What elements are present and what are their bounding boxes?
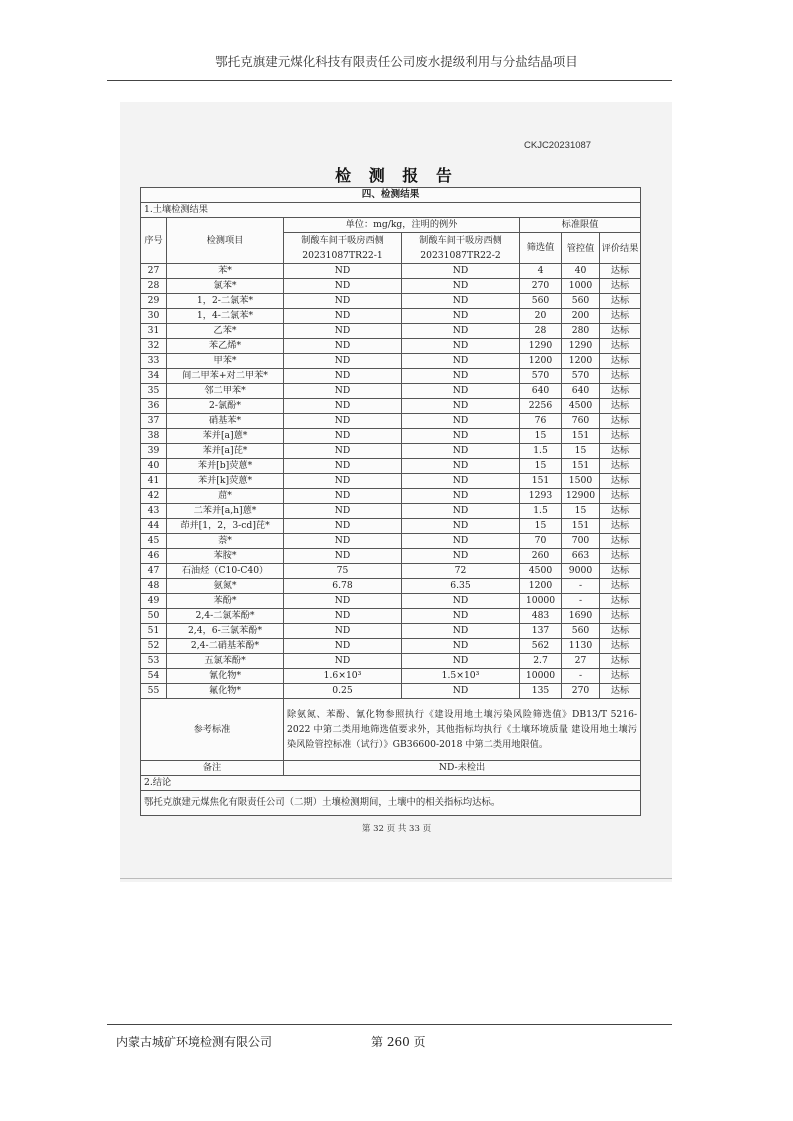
row-sample2-value: ND <box>402 654 520 669</box>
row-eval-result: 达标 <box>600 609 641 624</box>
row-item: 氨氮* <box>167 579 284 594</box>
row-seq: 54 <box>141 669 167 684</box>
table-row <box>141 414 641 429</box>
footer-company: 内蒙古城矿环境检测有限公司 <box>116 1035 273 1049</box>
row-control-value: - <box>562 669 600 684</box>
row-item: 氰化物* <box>167 669 284 684</box>
row-sample2-value: ND <box>402 534 520 549</box>
row-sample2-value: ND <box>402 474 520 489</box>
row-sample1-value: ND <box>284 474 402 489</box>
table-row <box>141 564 641 579</box>
row-control-value: 570 <box>562 369 600 384</box>
row-seq: 48 <box>141 579 167 594</box>
row-screen-value: 137 <box>520 624 562 639</box>
row-sample1-value: ND <box>284 504 402 519</box>
row-sample1-value: ND <box>284 459 402 474</box>
row-control-value: 1200 <box>562 354 600 369</box>
row-screen-value: 640 <box>520 384 562 399</box>
page-header-title: 鄂托克旗建元煤化科技有限责任公司废水提级利用与分盐结晶项目 <box>215 54 578 69</box>
row-seq: 47 <box>141 564 167 579</box>
row-screen-value: 1200 <box>520 579 562 594</box>
row-eval-result: 达标 <box>600 624 641 639</box>
sample1-name: 制酸车间干吸房西侧 <box>301 235 384 246</box>
row-seq: 52 <box>141 639 167 654</box>
row-item: 硝基苯* <box>167 414 284 429</box>
row-sample1-value: 1.6×10³ <box>284 669 402 684</box>
row-screen-value: 15 <box>520 519 562 534</box>
row-control-value: 15 <box>562 504 600 519</box>
row-eval-result: 达标 <box>600 639 641 654</box>
row-screen-value: 1.5 <box>520 444 562 459</box>
row-sample2-value: ND <box>402 549 520 564</box>
row-screen-value: 70 <box>520 534 562 549</box>
row-sample1-value: ND <box>284 324 402 339</box>
row-control-value: 1500 <box>562 474 600 489</box>
sample2-header <box>402 233 520 264</box>
row-control-value: 9000 <box>562 564 600 579</box>
row-sample2-value: ND <box>402 399 520 414</box>
row-eval-result: 达标 <box>600 309 641 324</box>
col-header-screen: 筛选值 <box>520 233 562 264</box>
row-seq: 51 <box>141 624 167 639</box>
row-screen-value: 1290 <box>520 339 562 354</box>
row-screen-value: 10000 <box>520 594 562 609</box>
row-sample2-value: ND <box>402 414 520 429</box>
row-sample2-value: ND <box>402 324 520 339</box>
row-control-value: 1290 <box>562 339 600 354</box>
row-sample1-value: ND <box>284 609 402 624</box>
row-screen-value: 560 <box>520 294 562 309</box>
row-screen-value: 483 <box>520 609 562 624</box>
row-seq: 53 <box>141 654 167 669</box>
row-item: 2-氯酚* <box>167 399 284 414</box>
row-sample2-value: ND <box>402 684 520 699</box>
sample1-id: 20231087TR22-1 <box>302 250 383 261</box>
conclusion-label: 2.结论 <box>141 776 641 791</box>
row-sample1-value: ND <box>284 594 402 609</box>
row-eval-result: 达标 <box>600 399 641 414</box>
row-eval-result: 达标 <box>600 414 641 429</box>
row-sample2-value: ND <box>402 384 520 399</box>
row-eval-result: 达标 <box>600 474 641 489</box>
row-eval-result: 达标 <box>600 294 641 309</box>
row-seq: 38 <box>141 429 167 444</box>
row-sample1-value: ND <box>284 624 402 639</box>
row-seq: 37 <box>141 414 167 429</box>
row-item: 苯并[k]荧蒽* <box>167 474 284 489</box>
row-control-value: 27 <box>562 654 600 669</box>
row-sample1-value: ND <box>284 264 402 279</box>
section-title: 四、检测结果 <box>141 188 641 203</box>
row-eval-result: 达标 <box>600 444 641 459</box>
row-seq: 50 <box>141 609 167 624</box>
sample2-name: 制酸车间干吸房西侧 <box>419 235 502 246</box>
row-control-value: 280 <box>562 324 600 339</box>
row-control-value: 760 <box>562 414 600 429</box>
row-sample2-value: ND <box>402 444 520 459</box>
row-screen-value: 20 <box>520 309 562 324</box>
row-eval-result: 达标 <box>600 579 641 594</box>
row-screen-value: 1.5 <box>520 504 562 519</box>
scanned-page-edge <box>120 878 672 879</box>
table-row <box>141 474 641 489</box>
row-seq: 55 <box>141 684 167 699</box>
row-sample2-value: ND <box>402 594 520 609</box>
reference-label: 参考标准 <box>141 699 284 761</box>
row-control-value: 270 <box>562 684 600 699</box>
row-eval-result: 达标 <box>600 549 641 564</box>
row-sample1-value: ND <box>284 444 402 459</box>
unit-note: 单位：mg/kg，注明的例外 <box>284 218 520 233</box>
row-sample2-value: ND <box>402 369 520 384</box>
row-sample2-value: ND <box>402 279 520 294</box>
table-row <box>141 669 641 684</box>
page-note: 第 32 页 共 33 页 <box>361 824 432 834</box>
row-sample1-value: ND <box>284 489 402 504</box>
row-item: 乙苯* <box>167 324 284 339</box>
row-control-value: 560 <box>562 624 600 639</box>
row-sample1-value: ND <box>284 354 402 369</box>
row-item: 䓛* <box>167 489 284 504</box>
row-item: 2,4-二氯苯酚* <box>167 609 284 624</box>
row-screen-value: 10000 <box>520 669 562 684</box>
table-row <box>141 639 641 654</box>
row-seq: 46 <box>141 549 167 564</box>
row-sample2-value: ND <box>402 429 520 444</box>
row-seq: 40 <box>141 459 167 474</box>
row-eval-result: 达标 <box>600 429 641 444</box>
row-control-value: 663 <box>562 549 600 564</box>
table-row <box>141 369 641 384</box>
row-eval-result: 达标 <box>600 339 641 354</box>
row-sample1-value: ND <box>284 639 402 654</box>
row-eval-result: 达标 <box>600 684 641 699</box>
soil-results-table <box>140 187 641 816</box>
footer-divider <box>107 1024 672 1025</box>
row-sample1-value: ND <box>284 279 402 294</box>
row-screen-value: 2.7 <box>520 654 562 669</box>
row-item: 石油烃（C10-C40） <box>167 564 284 579</box>
row-item: 邻二甲苯* <box>167 384 284 399</box>
row-sample1-value: ND <box>284 429 402 444</box>
row-item: 苯* <box>167 264 284 279</box>
row-sample2-value: ND <box>402 294 520 309</box>
table-row <box>141 654 641 669</box>
row-eval-result: 达标 <box>600 564 641 579</box>
row-sample2-value: ND <box>402 264 520 279</box>
row-eval-result: 达标 <box>600 264 641 279</box>
row-eval-result: 达标 <box>600 519 641 534</box>
row-eval-result: 达标 <box>600 534 641 549</box>
table-row <box>141 429 641 444</box>
row-screen-value: 270 <box>520 279 562 294</box>
row-sample2-value: 1.5×10³ <box>402 669 520 684</box>
row-eval-result: 达标 <box>600 279 641 294</box>
row-sample1-value: ND <box>284 339 402 354</box>
row-eval-result: 达标 <box>600 504 641 519</box>
row-seq: 30 <box>141 309 167 324</box>
row-sample2-value: ND <box>402 504 520 519</box>
row-seq: 32 <box>141 339 167 354</box>
row-eval-result: 达标 <box>600 384 641 399</box>
col-header-item: 检测项目 <box>167 218 284 264</box>
row-screen-value: 2256 <box>520 399 562 414</box>
row-sample2-value: 72 <box>402 564 520 579</box>
row-control-value: 151 <box>562 429 600 444</box>
row-eval-result: 达标 <box>600 369 641 384</box>
row-sample1-value: ND <box>284 654 402 669</box>
row-control-value: - <box>562 594 600 609</box>
row-control-value: 151 <box>562 519 600 534</box>
row-screen-value: 15 <box>520 429 562 444</box>
row-sample1-value: 6.78 <box>284 579 402 594</box>
row-screen-value: 1293 <box>520 489 562 504</box>
row-item: 苯并[a]芘* <box>167 444 284 459</box>
row-screen-value: 562 <box>520 639 562 654</box>
row-item: 苯乙烯* <box>167 339 284 354</box>
row-item: 1，4-二氯苯* <box>167 309 284 324</box>
row-sample1-value: 0.25 <box>284 684 402 699</box>
row-control-value: 700 <box>562 534 600 549</box>
row-seq: 36 <box>141 399 167 414</box>
table-row <box>141 579 641 594</box>
row-item: 间二甲苯+对二甲苯* <box>167 369 284 384</box>
row-seq: 28 <box>141 279 167 294</box>
row-item: 2,4，6-三氯苯酚* <box>167 624 284 639</box>
row-item: 氯苯* <box>167 279 284 294</box>
row-seq: 39 <box>141 444 167 459</box>
row-screen-value: 151 <box>520 474 562 489</box>
row-control-value: 151 <box>562 459 600 474</box>
row-screen-value: 28 <box>520 324 562 339</box>
table-row <box>141 354 641 369</box>
row-eval-result: 达标 <box>600 654 641 669</box>
row-sample2-value: ND <box>402 489 520 504</box>
row-screen-value: 76 <box>520 414 562 429</box>
table-row <box>141 504 641 519</box>
table-row <box>141 279 641 294</box>
row-screen-value: 135 <box>520 684 562 699</box>
row-sample1-value: ND <box>284 369 402 384</box>
table-row <box>141 489 641 504</box>
row-screen-value: 260 <box>520 549 562 564</box>
row-sample1-value: ND <box>284 309 402 324</box>
table-row <box>141 519 641 534</box>
row-seq: 29 <box>141 294 167 309</box>
row-sample1-value: ND <box>284 294 402 309</box>
row-seq: 43 <box>141 504 167 519</box>
row-sample2-value: ND <box>402 609 520 624</box>
row-control-value: 1130 <box>562 639 600 654</box>
row-eval-result: 达标 <box>600 324 641 339</box>
row-control-value: 200 <box>562 309 600 324</box>
row-eval-result: 达标 <box>600 669 641 684</box>
row-control-value: 560 <box>562 294 600 309</box>
row-seq: 34 <box>141 369 167 384</box>
table-row <box>141 384 641 399</box>
col-header-control: 管控值 <box>562 233 600 264</box>
remark-label: 备注 <box>141 761 284 776</box>
row-item: 2,4-二硝基苯酚* <box>167 639 284 654</box>
table-row <box>141 294 641 309</box>
row-control-value: 15 <box>562 444 600 459</box>
row-item: 二苯并[a,h]蒽* <box>167 504 284 519</box>
table-row <box>141 534 641 549</box>
table-row <box>141 459 641 474</box>
row-item: 苯胺* <box>167 549 284 564</box>
row-control-value: 1690 <box>562 609 600 624</box>
row-seq: 49 <box>141 594 167 609</box>
row-item: 甲苯* <box>167 354 284 369</box>
table-row <box>141 624 641 639</box>
row-sample2-value: ND <box>402 309 520 324</box>
row-sample2-value: 6.35 <box>402 579 520 594</box>
row-seq: 42 <box>141 489 167 504</box>
table-row <box>141 324 641 339</box>
col-header-eval: 评价结果 <box>600 233 641 264</box>
row-seq: 44 <box>141 519 167 534</box>
row-seq: 27 <box>141 264 167 279</box>
row-eval-result: 达标 <box>600 459 641 474</box>
row-sample2-value: ND <box>402 354 520 369</box>
row-item: 苯并[b]荧蒽* <box>167 459 284 474</box>
table-row <box>141 399 641 414</box>
table-row <box>141 339 641 354</box>
row-item: 茚并[1，2，3-cd]芘* <box>167 519 284 534</box>
row-item: 五氯苯酚* <box>167 654 284 669</box>
row-sample2-value: ND <box>402 639 520 654</box>
row-sample1-value: ND <box>284 549 402 564</box>
row-screen-value: 4500 <box>520 564 562 579</box>
row-screen-value: 15 <box>520 459 562 474</box>
footer-page-number: 第 260 页 <box>371 1035 426 1049</box>
row-sample1-value: ND <box>284 519 402 534</box>
row-sample2-value: ND <box>402 624 520 639</box>
row-seq: 31 <box>141 324 167 339</box>
row-eval-result: 达标 <box>600 594 641 609</box>
row-screen-value: 1200 <box>520 354 562 369</box>
report-title: 检 测 报 告 <box>335 166 458 185</box>
row-screen-value: 570 <box>520 369 562 384</box>
report-code: CKJC20231087 <box>524 140 592 151</box>
conclusion-text: 鄂托克旗建元煤焦化有限责任公司（二期）土壤检测期间，土壤中的相关指标均达标。 <box>141 791 641 816</box>
row-item: 萘* <box>167 534 284 549</box>
row-eval-result: 达标 <box>600 489 641 504</box>
header-divider <box>107 80 672 81</box>
row-sample1-value: 75 <box>284 564 402 579</box>
row-seq: 41 <box>141 474 167 489</box>
subsection-title: 1.土壤检测结果 <box>141 203 641 218</box>
table-row <box>141 684 641 699</box>
row-sample1-value: ND <box>284 414 402 429</box>
table-row <box>141 309 641 324</box>
sample2-id: 20231087TR22-2 <box>420 250 501 261</box>
row-control-value: 1000 <box>562 279 600 294</box>
row-control-value: 640 <box>562 384 600 399</box>
row-seq: 45 <box>141 534 167 549</box>
row-item: 苯并[a]蒽* <box>167 429 284 444</box>
row-sample2-value: ND <box>402 339 520 354</box>
row-sample1-value: ND <box>284 384 402 399</box>
table-row <box>141 264 641 279</box>
table-row <box>141 609 641 624</box>
row-item: 苯酚* <box>167 594 284 609</box>
table-row <box>141 549 641 564</box>
row-control-value: 4500 <box>562 399 600 414</box>
row-seq: 35 <box>141 384 167 399</box>
row-seq: 33 <box>141 354 167 369</box>
row-item: 氟化物* <box>167 684 284 699</box>
row-control-value: 12900 <box>562 489 600 504</box>
row-screen-value: 4 <box>520 264 562 279</box>
row-sample1-value: ND <box>284 399 402 414</box>
row-sample2-value: ND <box>402 519 520 534</box>
remark-text: ND-未检出 <box>284 761 641 776</box>
row-sample2-value: ND <box>402 459 520 474</box>
row-eval-result: 达标 <box>600 354 641 369</box>
row-sample1-value: ND <box>284 534 402 549</box>
col-header-seq: 序号 <box>141 218 167 264</box>
table-row <box>141 444 641 459</box>
row-control-value: - <box>562 579 600 594</box>
row-control-value: 40 <box>562 264 600 279</box>
standard-header: 标准限值 <box>520 218 641 233</box>
table-row <box>141 594 641 609</box>
row-item: 1，2-二氯苯* <box>167 294 284 309</box>
sample1-header <box>284 233 402 264</box>
reference-text: 除氨氮、苯酚、氰化物参照执行《建设用地土壤污染风险筛选值》DB13/T 5216-2022 中第二类用地筛选值要求外，其他指标均执行《土壤环境质量 建设用地土壤污染风险管控标准（试行）》GB36600-2018 中第二类用地限值。 <box>284 699 641 761</box>
